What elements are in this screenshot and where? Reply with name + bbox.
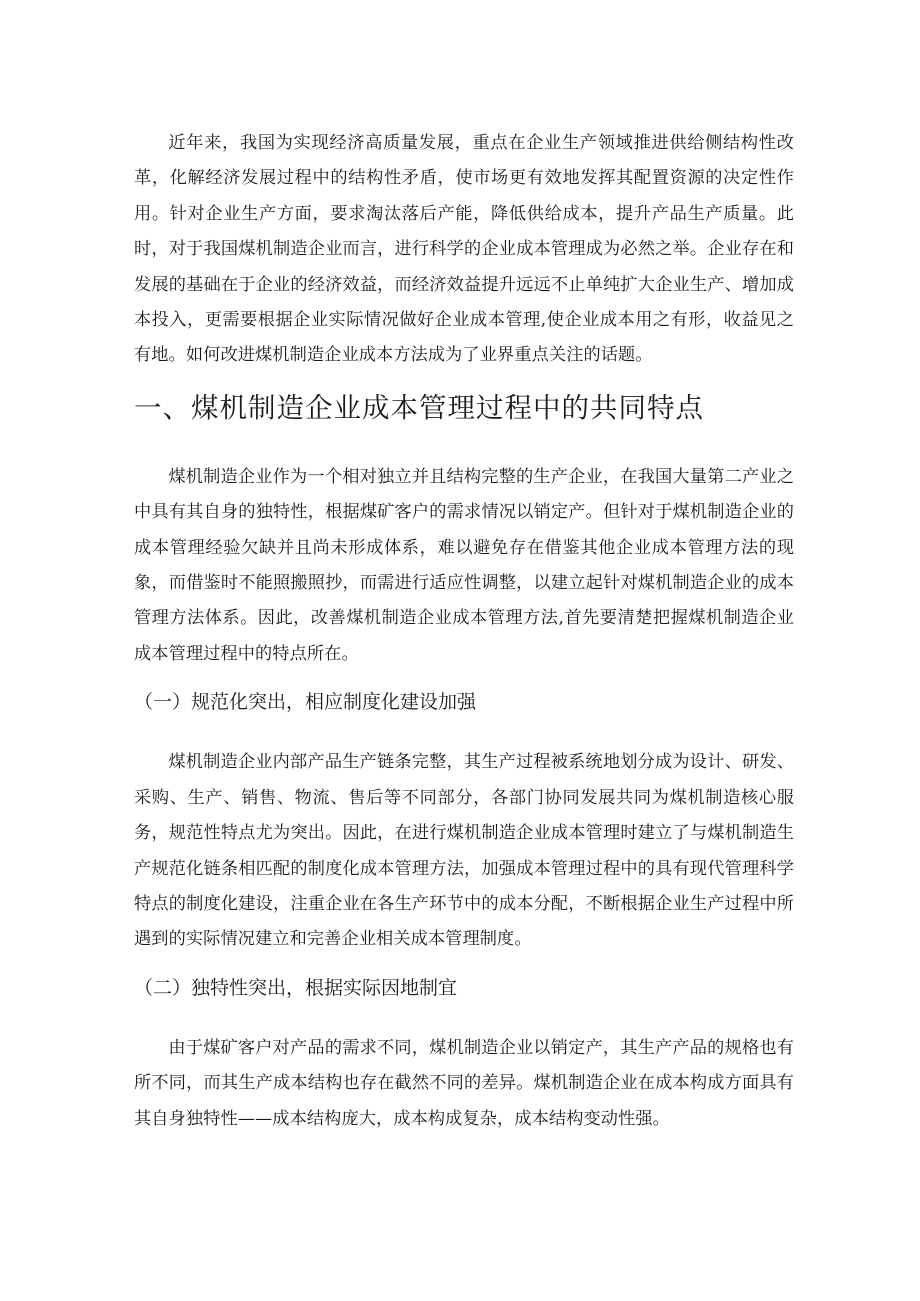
section-heading-1: 一、煤机制造企业成本管理过程中的共同特点	[134, 391, 704, 424]
spacer	[134, 430, 794, 460]
subsection-heading-1: （一）规范化突出，相应制度化建设加强	[134, 691, 477, 714]
subsection-heading-2: （二）独特性突出，根据实际因地制宜	[134, 976, 458, 999]
spacer	[134, 958, 794, 972]
spacer	[134, 718, 794, 745]
subsection1-paragraph: 煤机制造企业内部产品生产链条完整，其生产过程被系统地划分成为设计、研发、采购、生产、销售、物流、售后等不同部分，各部门协同发展共同为煤机制造核心服务，规范性特点尤为突出。因此，在进行煤机制造企业成本管理时建立了与煤机制造生产规范化链条相匹配的制度化成本管理方法，加强成本管理过程中的具有现代管理科学特点的制度化建设，注重企业在各生产环节中的成本分配，不断根据企业生产过程中所遇到的实际情况建立和完善企业相关成本管理制度。	[134, 752, 794, 950]
section1-intro-paragraph: 煤机制造企业作为一个相对独立并且结构完整的生产企业，在我国大量第二产业之中具有其自身的独特性，根据煤矿客户的需求情况以销定产。但针对于煤机制造企业的成本管理经验欠缺并且尚未形成体系，难以避免存在借鉴其他企业成本管理方法的现象，而借鉴时不能照搬照抄，而需进行适应性调整，以建立起针对煤机制造企业的成本管理方法体系。因此，改善煤机制造企业成本管理方法,首先要清楚把握煤机制造企业成本管理过程中的特点所在。	[134, 466, 794, 664]
subsection2-paragraph: 由于煤矿客户对产品的需求不同，煤机制造企业以销定产，其生产产品的规格也有所不同，而其生产成本结构也存在截然不同的差异。煤机制造企业在成本构成方面具有其自身独特性——成本结构庞大，成本构成复杂，成本结构变动性强。	[134, 1037, 794, 1129]
document-page	[134, 126, 794, 1137]
intro-paragraph: 近年来，我国为实现经济高质量发展，重点在企业生产领域推进供给侧结构性改革，化解经济发展过程中的结构性矛盾，使市场更有效地发挥其配置资源的决定性作用。针对企业生产方面，要求淘汰落后产能，降低供给成本，提升产品生产质量。此时，对于我国煤机制造企业而言，进行科学的企业成本管理成为必然之举。企业存在和发展的基础在于企业的经济效益，而经济效益提升远远不止单纯扩大企业生产、增加成本投入，更需要根据企业实际情况做好企业成本管理,使企业成本用之有形，收益见之有地。如何改进煤机制造企业成本方法成为了业界重点关注的话题。	[134, 133, 794, 366]
spacer	[134, 672, 794, 686]
spacer	[134, 1004, 794, 1031]
